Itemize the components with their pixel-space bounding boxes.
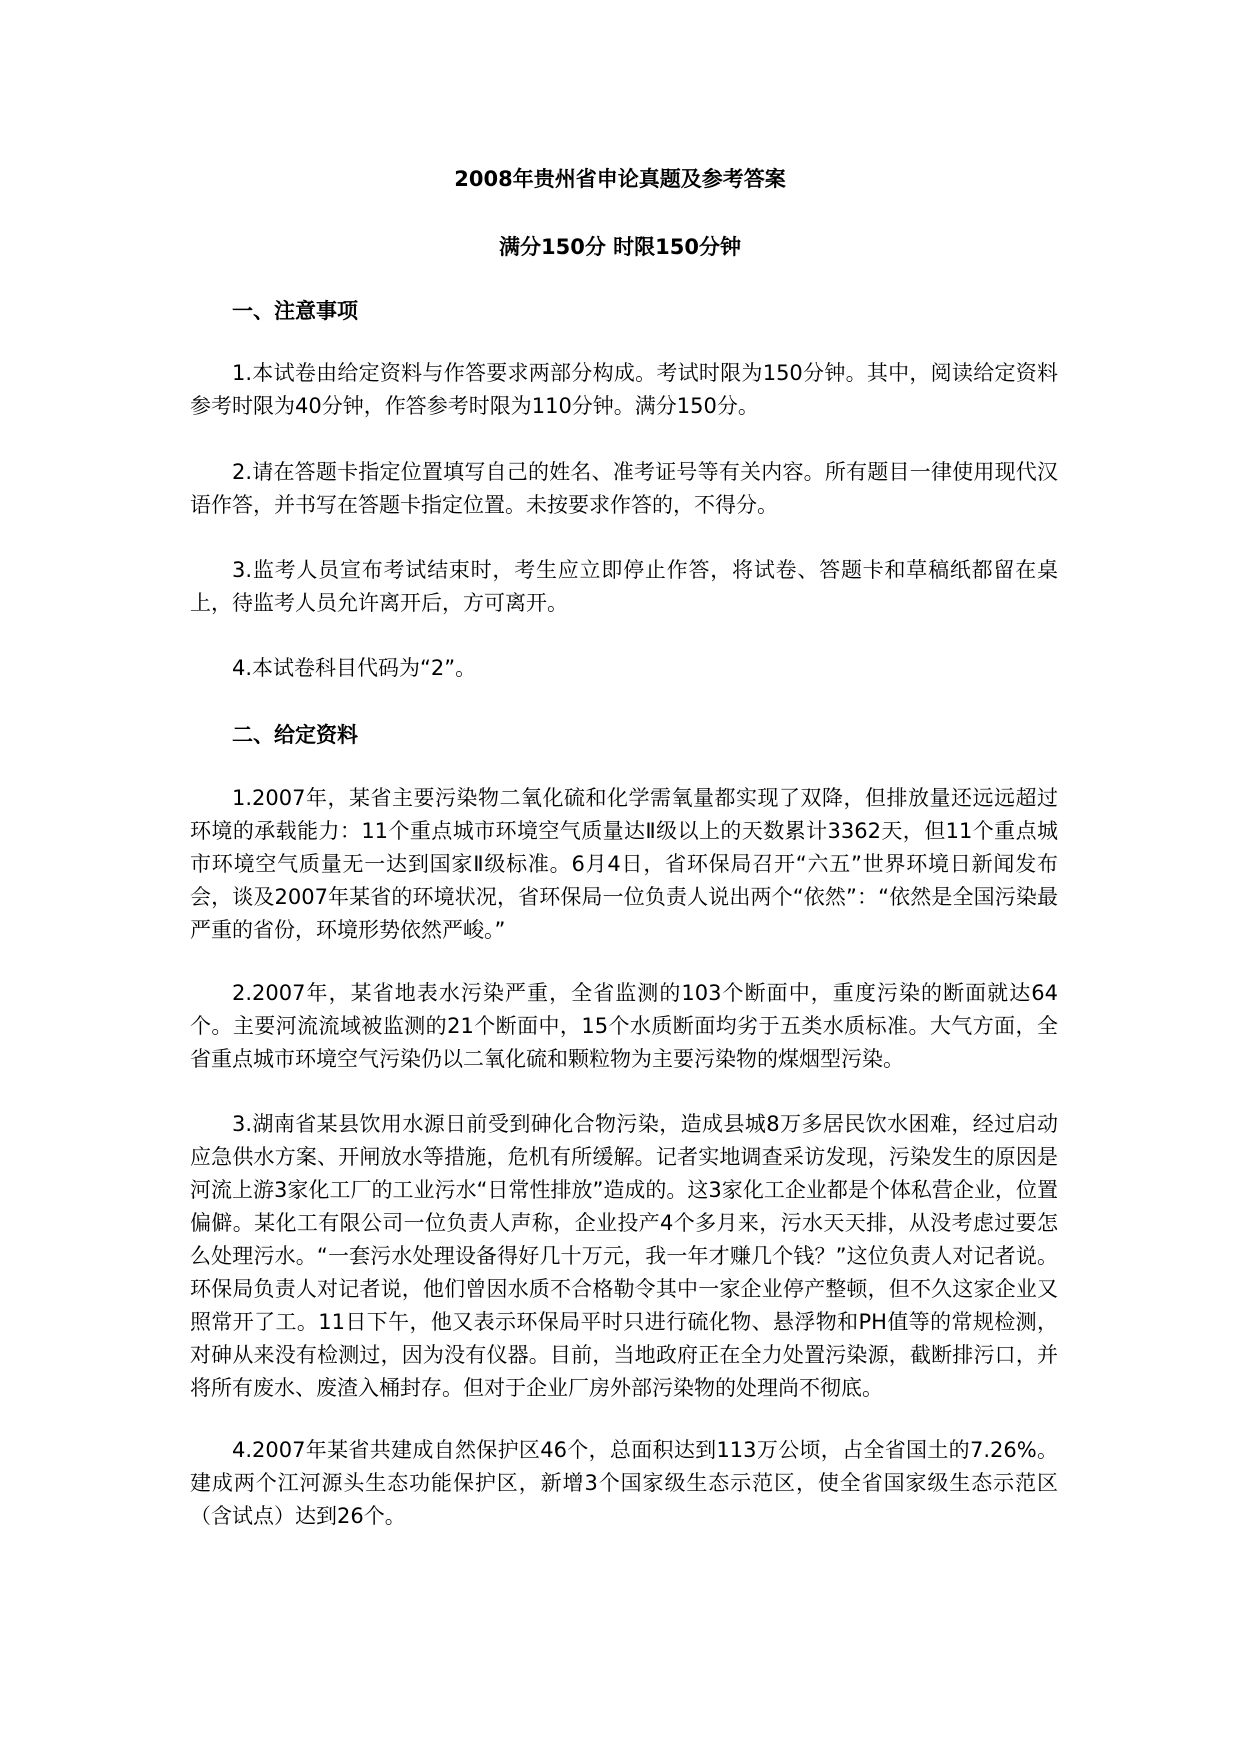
page-subtitle: 满分150分 时限150分钟 — [499, 235, 741, 259]
material-paragraph: 4.2007年某省共建成自然保护区46个，总面积达到113万公顷，占全省国土的7.26%。建成两个江河源头生态功能保护区，新增3个国家级生态示范区，使全省国家级生态示范区（含试点）达到26个。 — [190, 1438, 1058, 1528]
material-paragraph: 3.湖南省某县饮用水源日前受到砷化合物污染，造成县城8万多居民饮水困难，经过启动应急供水方案、开闸放水等措施，危机有所缓解。记者实地调查采访发现，污染发生的原因是河流上游3家化工厂的工业污水“日常性排放”造成的。这3家化工企业都是个体私营企业，位置偏僻。某化工有限公司一位负责人声称，企业投产4个多月来，污水天天排，从没考虑过要怎么处理污水。“一套污水处理设备得好几十万元，我一年才赚几个钱？”这位负责人对记者说。环保局负责人对记者说，他们曾因水质不合格勒令其中一家企业停产整顿，但不久这家企业又照常开了工。11日下午，他又表示环保局平时只进行硫化物、悬浮物和PH值等的常规检测，对砷从来没有检测过，因为没有仪器。目前，当地政府正在全力处置污染源，截断排污口，并将所有废水、废渣入桶封存。但对于企业厂房外部污染物的处理尚不彻底。 — [190, 1112, 1058, 1400]
material-paragraph: 1.2007年，某省主要污染物二氧化硫和化学需氧量都实现了双降，但排放量还远远超过环境的承载能力：11个重点城市环境空气质量达Ⅱ级以上的天数累计3362天，但11个重点城市环境空气质量无一达到国家Ⅱ级标准。6月4日，省环保局召开“六五”世界环境日新闻发布会，谈及2007年某省的环境状况，省环保局一位负责人说出两个“依然”：“依然是全国污染最严重的省份，环境形势依然严峻。” — [190, 786, 1058, 942]
material-paragraph: 2.2007年，某省地表水污染严重，全省监测的103个断面中，重度污染的断面就达64个。主要河流流域被监测的21个断面中，15个水质断面均劣于五类水质标准。大气方面，全省重点城市环境空气污染仍以二氧化硫和颗粒物为主要污染物的煤烟型污染。 — [190, 981, 1058, 1071]
note-paragraph: 4.本试卷科目代码为“2”。 — [232, 656, 477, 680]
section-heading-notes: 一、注意事项 — [232, 299, 358, 323]
note-paragraph: 3.监考人员宣布考试结束时，考生应立即停止作答，将试卷、答题卡和草稿纸都留在桌上，待监考人员允许离开后，方可离开。 — [190, 558, 1058, 615]
section-heading-materials: 二、给定资料 — [232, 723, 358, 747]
page-title: 2008年贵州省申论真题及参考答案 — [454, 167, 786, 191]
note-paragraph: 2.请在答题卡指定位置填写自己的姓名、准考证号等有关内容。所有题目一律使用现代汉语作答，并书写在答题卡指定位置。未按要求作答的，不得分。 — [190, 460, 1058, 517]
note-paragraph: 1.本试卷由给定资料与作答要求两部分构成。考试时限为150分钟。其中，阅读给定资料参考时限为40分钟，作答参考时限为110分钟。满分150分。 — [190, 361, 1058, 418]
